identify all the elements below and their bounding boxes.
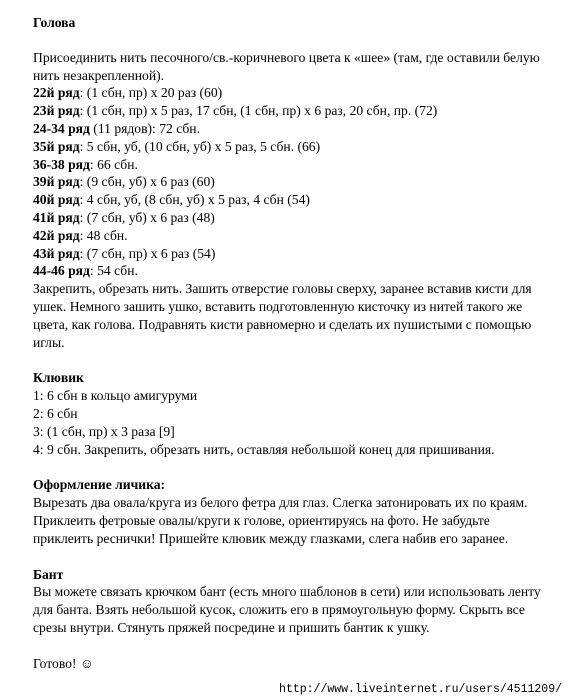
row-item [33,156,553,174]
row-label: 41й ряд [33,209,80,225]
row-label: 42й ряд [33,227,80,243]
head-finish: Закрепить, обрезать нить. Зашить отверстие головы сверху, заранее вставив кисти для ушек. Немного зашить ушко, вставить подготовленную кисточку из нитей такого же цвета, как голова. Подравнять кисти равномерно и сделать их пушистыми с помощью иглы. [33,281,532,350]
row-label: 23й ряд [33,103,80,119]
spacer [33,32,553,49]
row-text: : (7 сбн, уб) х 6 раз (48) [79,209,215,225]
spacer [33,351,553,369]
beak-rows [33,387,553,458]
row-item: 3: (1 сбн, пр) х 3 раза [9] [33,423,175,439]
row-item: 1: 6 сбн в кольцо амигуруми [33,388,198,404]
document-page [33,14,553,673]
bow-section [33,566,553,637]
row-item [33,209,553,227]
row-label: 24-34 ряд [33,120,90,136]
row-label: 39й ряд [33,174,80,190]
row-label: 44-46 ряд [33,263,90,279]
row-item [33,102,553,120]
face-text: Вырезать два овала/круга из белого фетра для глаз. Слегка затонировать их по краям. Приклеить фетровые овалы/круги к голове, ориентируясь на фото. Не забудьте приклеить реснички! Пришейте клювик между глазками, слега набив его заранее. [33,495,528,546]
beak-title: Клювик [33,370,84,386]
row-item [33,120,553,138]
row-item: 4: 9 сбн. Закрепить, обрезать нить, оставляя небольшой конец для пришивания. [33,441,495,457]
row-item: 2: 6 сбн [33,405,78,421]
ending-text: Готово! ☺ [33,655,94,671]
spacer [33,458,553,476]
spacer [33,548,553,566]
row-item [33,262,553,280]
row-label: 36-38 ряд [33,156,90,172]
row-label: 35й ряд [33,138,80,154]
row-label: 40й ряд [33,192,80,208]
row-text: : (1 сбн, пр) х 5 раз, 17 сбн, (1 сбн, пр) х 6 раз, 20 сбн, пр. (72) [79,103,438,119]
row-item [33,227,553,245]
head-title: Голова [33,15,76,30]
head-intro: Присоединить нить песочного/св.-коричневого цвета к «шее» (там, где оставили белую нить незакрепленной). [33,49,540,83]
row-item [33,191,553,209]
beak-section [33,369,553,458]
row-text: : (7 сбн, пр) х 6 раз (54) [79,245,216,261]
row-text: : 66 сбн. [89,156,138,172]
row-text: : 54 сбн. [89,263,138,279]
row-text: : 5 сбн, уб, (10 сбн, уб) х 5 раз, 5 сбн. (66) [79,138,321,154]
face-title: Оформление личика: [33,477,166,493]
bow-text: Вы можете связать крючком бант (есть много шаблонов в сети) или использовать ленту для банта. Взять небольшой кусок, сложить его в прямоугольную форму. Скрыть все срезы внутри. Стянуть пряжей посредине и пришить бантик к ушку. [33,584,541,635]
head-rows [33,84,553,280]
bow-title: Бант [33,566,64,582]
source-url: http://www.liveinternet.ru/users/4511209/ [279,683,562,696]
row-text: (11 рядов): 72 сбн. [89,120,200,136]
row-label: 43й ряд [33,245,80,261]
row-item [33,84,553,102]
row-text: : 48 сбн. [79,227,128,243]
face-section [33,476,553,547]
row-label: 22й ряд [33,85,80,101]
row-text: : 4 сбн, уб, (8 сбн, уб) х 5 раз, 4 сбн (54) [79,192,310,208]
row-text: : (9 сбн, уб) х 6 раз (60) [79,174,215,190]
head-section [33,14,553,351]
row-item [33,138,553,156]
row-text: : (1 сбн, пр) х 20 раз (60) [79,85,223,101]
row-item [33,173,553,191]
spacer [33,637,553,655]
row-item [33,245,553,263]
